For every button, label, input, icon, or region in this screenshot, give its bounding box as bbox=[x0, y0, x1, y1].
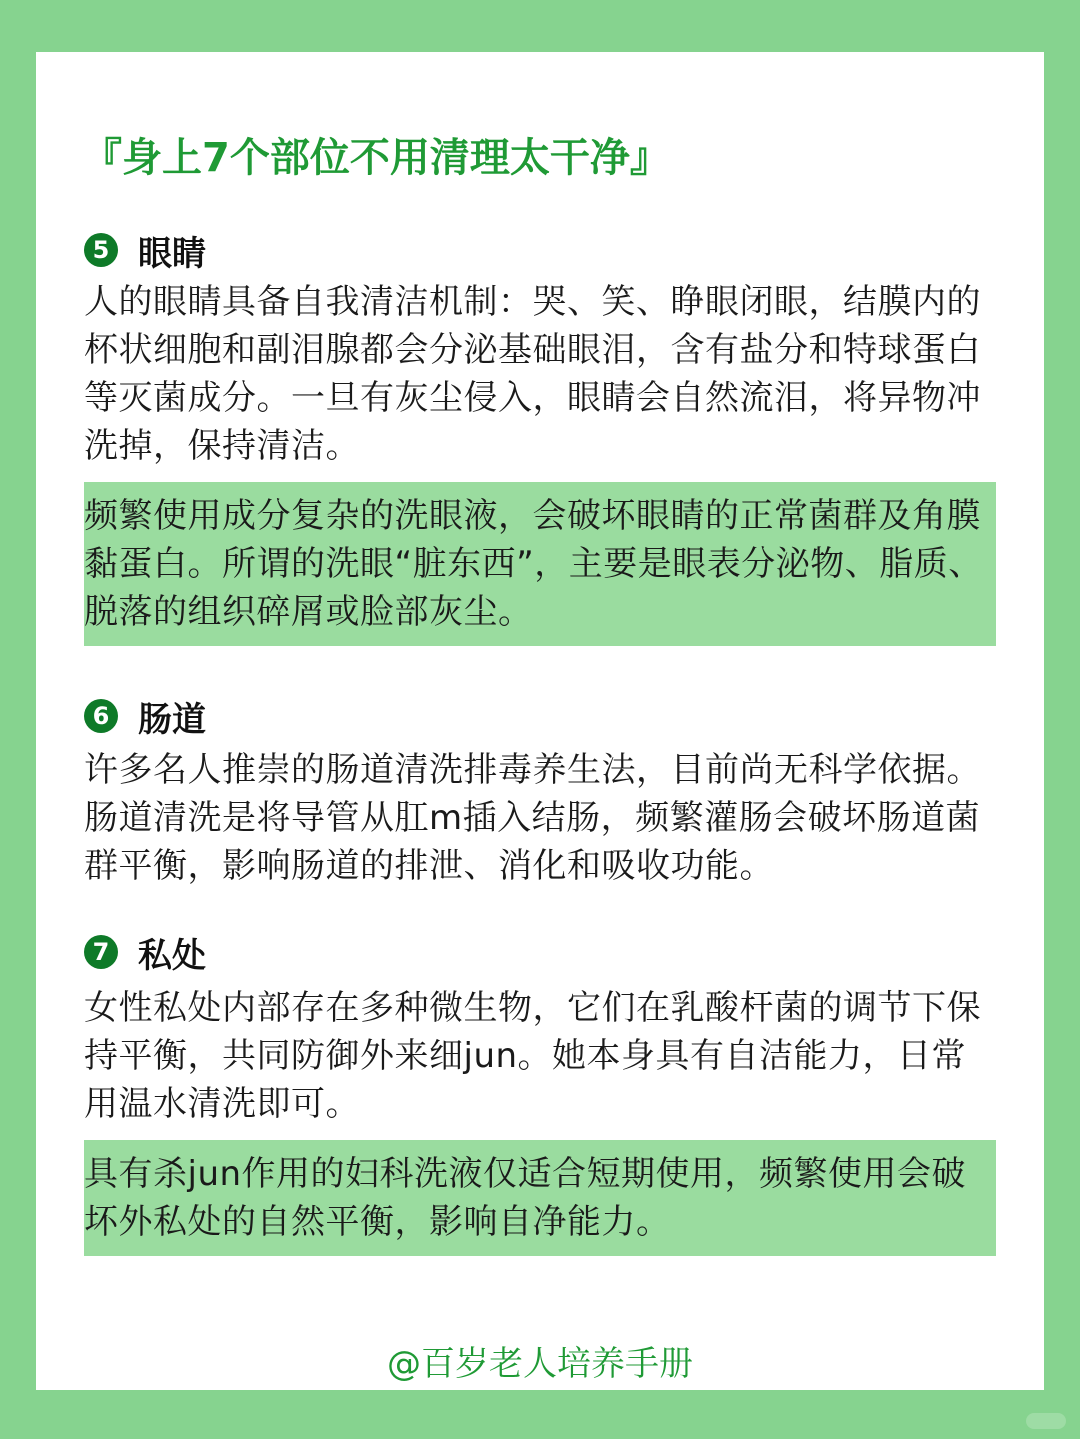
author-handle: @百岁老人培养手册 bbox=[387, 1344, 693, 1384]
number-badge: 5 bbox=[84, 233, 118, 267]
section-body: 许多名人推崇的肠道清洗排毒养生法，目前尚无科学依据。肠道清洗是将导管从肛m插入结肠，频繁灌肠会破坏肠道菌群平衡，影响肠道的排泄、消化和吸收功能。 bbox=[84, 750, 981, 886]
section-title: 肠道 bbox=[138, 699, 206, 740]
watermark-badge bbox=[1026, 1413, 1066, 1429]
section-heading-intestine bbox=[84, 694, 206, 738]
number-badge: 7 bbox=[84, 935, 118, 969]
highlight-box: 具有杀jun作用的妇科洗液仅适合短期使用，频繁使用会破坏外私处的自然平衡，影响自净能力。 bbox=[84, 1140, 996, 1256]
article-card bbox=[36, 52, 1044, 1390]
section-body: 女性私处内部存在多种微生物，它们在乳酸杆菌的调节下保持平衡，共同防御外来细jun。她本身具有自洁能力，日常用温水清洗即可。 bbox=[84, 988, 981, 1124]
number-badge: 6 bbox=[84, 699, 118, 733]
section-heading-eyes bbox=[84, 228, 206, 272]
highlight-box: 频繁使用成分复杂的洗眼液，会破坏眼睛的正常菌群及角膜黏蛋白。所谓的洗眼“脏东西”，主要是眼表分泌物、脂质、脱落的组织碎屑或脸部灰尘。 bbox=[84, 482, 996, 646]
section-title: 私处 bbox=[138, 935, 206, 976]
page-title: 『身上7个部位不用清理太干净』 bbox=[82, 135, 670, 181]
section-body: 人的眼睛具备自我清洁机制：哭、笑、睁眼闭眼，结膜内的杯状细胞和副泪腺都会分泌基础眼泪，含有盐分和特球蛋白等灭菌成分。一旦有灰尘侵入，眼睛会自然流泪，将异物冲洗掉，保持清洁。 bbox=[84, 282, 981, 466]
section-heading-private bbox=[84, 930, 206, 974]
section-title: 眼睛 bbox=[138, 233, 206, 274]
